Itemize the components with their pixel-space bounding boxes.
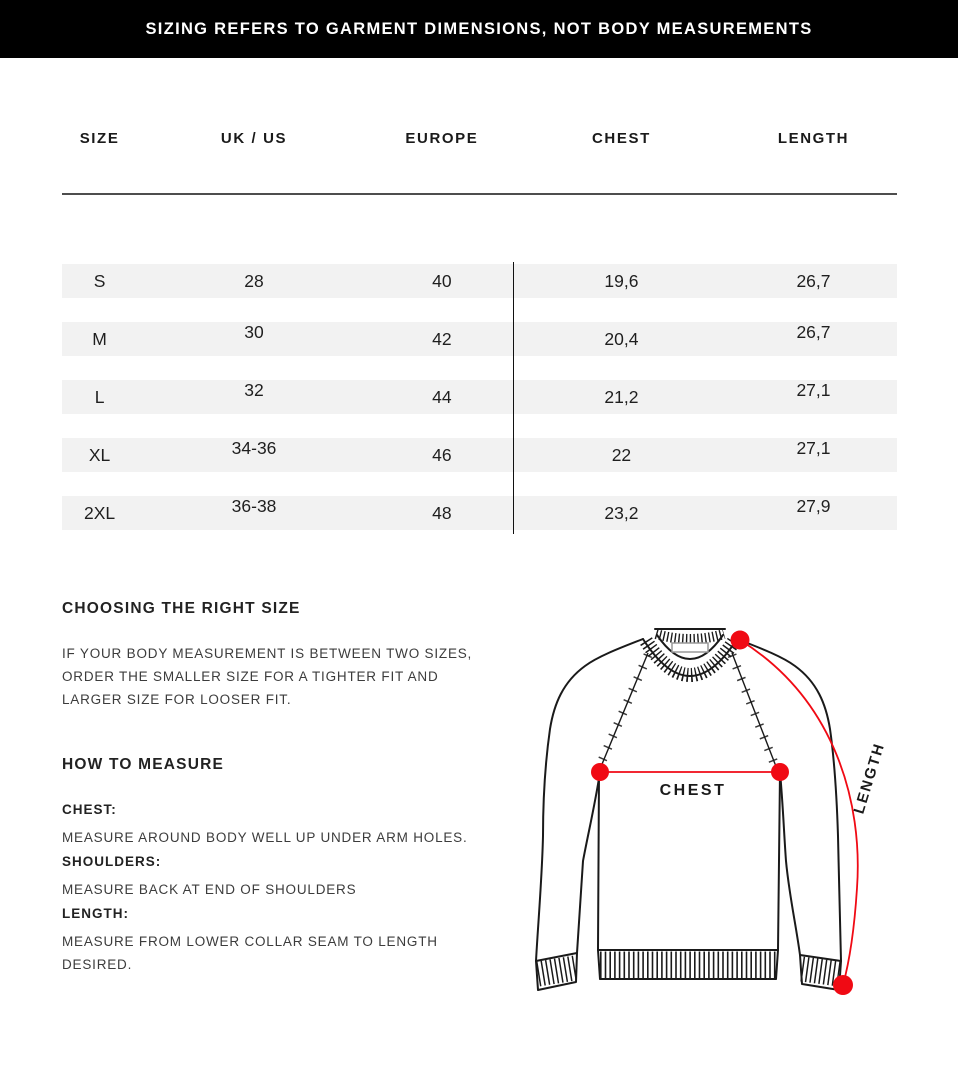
how-to-measure-heading: HOW TO MEASURE	[62, 756, 225, 773]
cell-uk-us: 32	[244, 379, 264, 400]
right-sleeve-inner	[780, 772, 800, 955]
body-left-side	[598, 772, 599, 950]
choosing-size-text: IF YOUR BODY MEASUREMENT IS BETWEEN TWO SIZES, ORDER THE SMALLER SIZE FOR A TIGHTER FIT AND LARGER SIZE FOR LOOSER FIT.	[62, 646, 473, 707]
header-length: LENGTH	[777, 130, 850, 147]
cell-europe: 44	[432, 386, 452, 407]
table-row-xl	[62, 438, 897, 472]
cell-europe: 42	[432, 328, 452, 349]
shoulder-measure-dot	[731, 631, 750, 650]
table-row-s	[62, 264, 897, 298]
table-row-2xl	[62, 496, 897, 530]
left-cuff-rib	[538, 968, 575, 974]
cell-europe: 40	[432, 270, 452, 291]
measure-shoulders-label: SHOULDERS:	[62, 854, 162, 869]
cell-length: 26,7	[796, 270, 831, 291]
diagram-length-label: LENGTH	[850, 740, 889, 816]
measure-length-label: LENGTH:	[62, 906, 129, 921]
cell-size: L	[94, 386, 105, 407]
choosing-size-heading: CHOOSING THE RIGHT SIZE	[62, 600, 301, 617]
cell-length: 26,7	[796, 321, 831, 342]
measure-lines	[600, 640, 858, 985]
table-row-m	[62, 322, 897, 356]
cell-chest: 22	[611, 444, 632, 465]
sweater-outline	[536, 629, 841, 990]
left-sleeve-inner	[577, 772, 600, 953]
measure-chest-text: MEASURE AROUND BODY WELL UP UNDER ARM HOLES.	[62, 830, 468, 845]
diagram-chest-label: CHEST	[659, 782, 727, 799]
size-table-body	[62, 264, 897, 554]
cell-length: 27,9	[796, 495, 831, 516]
cell-europe: 48	[432, 502, 452, 523]
right-cuff-rib	[802, 969, 839, 974]
left-sleeve-outer	[536, 639, 643, 961]
cell-uk-us: 36-38	[231, 495, 277, 516]
cell-size: 2XL	[84, 502, 116, 523]
header-rule	[62, 193, 897, 195]
cell-size: S	[93, 270, 106, 291]
measure-chest-label: CHEST:	[62, 802, 117, 817]
header-size: SIZE	[79, 130, 120, 147]
column-divider	[513, 262, 514, 534]
right-sleeve-outer	[737, 639, 841, 961]
cell-length: 27,1	[796, 437, 831, 458]
sizing-disclaimer-banner	[0, 0, 958, 58]
cell-size: XL	[88, 444, 111, 465]
hem-measure-dot	[833, 975, 853, 995]
banner-text: SIZING REFERS TO GARMENT DIMENSIONS, NOT BODY MEASUREMENTS	[145, 19, 813, 38]
cell-chest: 23,2	[604, 502, 639, 523]
back-neck-rib	[656, 634, 724, 639]
cell-europe: 46	[432, 444, 452, 465]
cell-uk-us: 34-36	[231, 437, 277, 458]
neck-label-box	[672, 643, 708, 652]
cell-uk-us: 28	[244, 270, 264, 291]
header-chest: CHEST	[592, 130, 651, 147]
cell-size: M	[92, 328, 107, 349]
table-row-l	[62, 380, 897, 414]
size-table-header	[62, 130, 897, 147]
measure-length-text: MEASURE FROM LOWER COLLAR SEAM TO LENGTH DESIRED.	[62, 934, 438, 972]
cell-chest: 19,6	[604, 270, 639, 291]
header-europe: EUROPE	[405, 130, 479, 147]
sweater-diagram	[505, 603, 955, 1065]
cell-uk-us: 30	[244, 321, 264, 342]
left-underarm-measure-dot	[591, 763, 609, 781]
measure-shoulders-text: MEASURE BACK AT END OF SHOULDERS	[62, 882, 357, 897]
right-underarm-measure-dot	[771, 763, 789, 781]
cell-length: 27,1	[796, 379, 831, 400]
cell-chest: 21,2	[604, 386, 639, 407]
header-uk-us: UK / US	[220, 130, 288, 147]
body-right-side	[778, 772, 780, 950]
cell-chest: 20,4	[604, 328, 639, 349]
